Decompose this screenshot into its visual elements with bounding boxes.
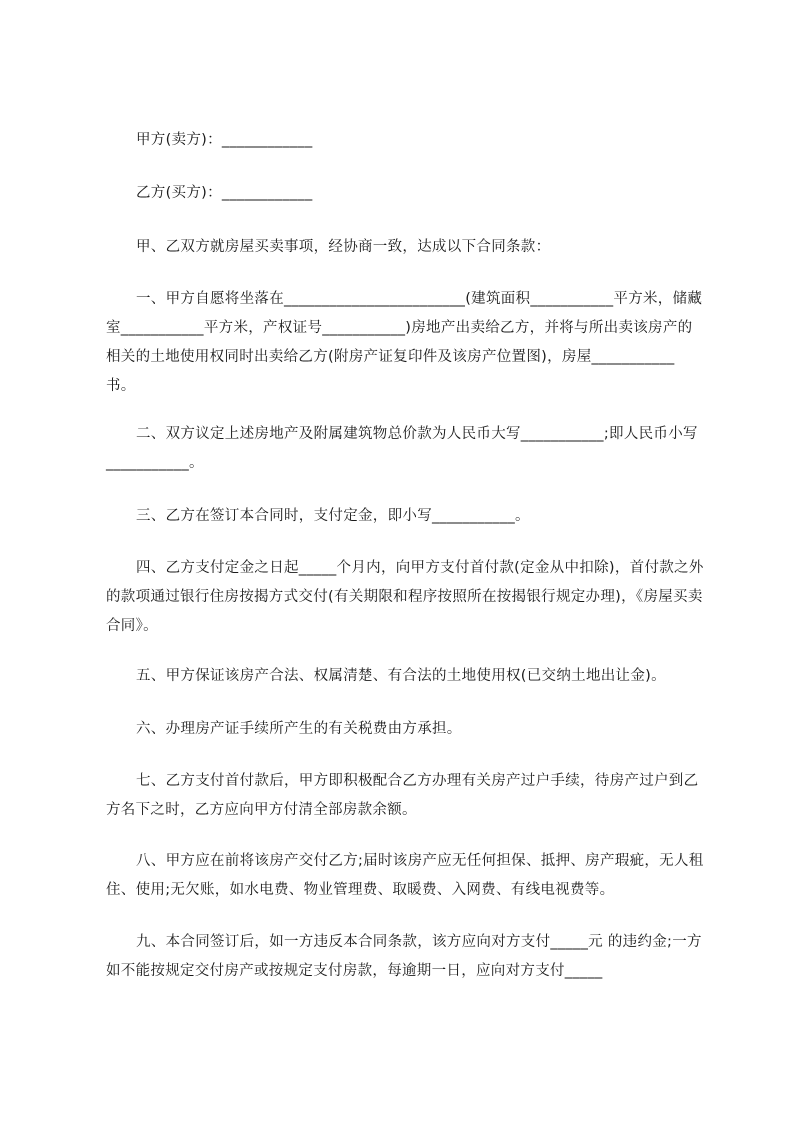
clause-3: 三、乙方在签订本合同时，支付定金，即小写___________。 — [136, 508, 530, 524]
clause-4: 四、乙方支付定金之日起_____个月内，向甲方支付首付款(定金从中扣除)，首付款之外的款项通过银行住房按揭方式交付(有关期限和程序按照所在按揭银行规定办理)，《房屋买卖合同》。 — [106, 560, 704, 634]
clause-7: 七、乙方支付首付款后，甲方即积极配合乙方办理有关房产过户手续，待房产过户到乙方名下之时，乙方应向甲方付清全部房款余额。 — [106, 773, 699, 818]
clause-6: 六、办理房产证手续所产生的有关税费由方承担。 — [136, 721, 462, 737]
clause-1: 一、甲方自愿将坐落在________________________(建筑面积___________平方米，储藏室___________平方米，产权证号___________)房地产出卖给乙方，并将与所出卖该房产的相关的土地使用权同时出卖给乙方(附房产证复印件及该房产位置图)，房屋___________书。 — [106, 291, 703, 394]
clause-8: 八、甲方应在前将该房产交付乙方;届时该房产应无任何担保、抵押、房产瑕疵，无人租住、使用;无欠账，如水电费、物业管理费、取暖费、入网费、有线电视费等。 — [106, 853, 704, 898]
intro-paragraph: 甲、乙双方就房屋买卖事项，经协商一致，达成以下合同条款： — [136, 239, 551, 255]
clause-5: 五、甲方保证该房产合法、权属清楚、有合法的土地使用权(已交纳土地出让金)。 — [136, 668, 666, 684]
clause-2: 二、双方议定上述房地产及附属建筑物总价款为人民币大写___________;即人民币小写___________。 — [106, 426, 698, 471]
party-a-line: 甲方(卖方)：____________ — [136, 132, 313, 148]
clause-9: 九、本合同签订后，如一方违反本合同条款，该方应向对方支付_____元 的违约金;一方如不能按规定交付房产或按规定支付房款，每逾期一日，应向对方支付_____ — [106, 934, 702, 979]
party-b-line: 乙方(买方)：____________ — [136, 185, 313, 201]
